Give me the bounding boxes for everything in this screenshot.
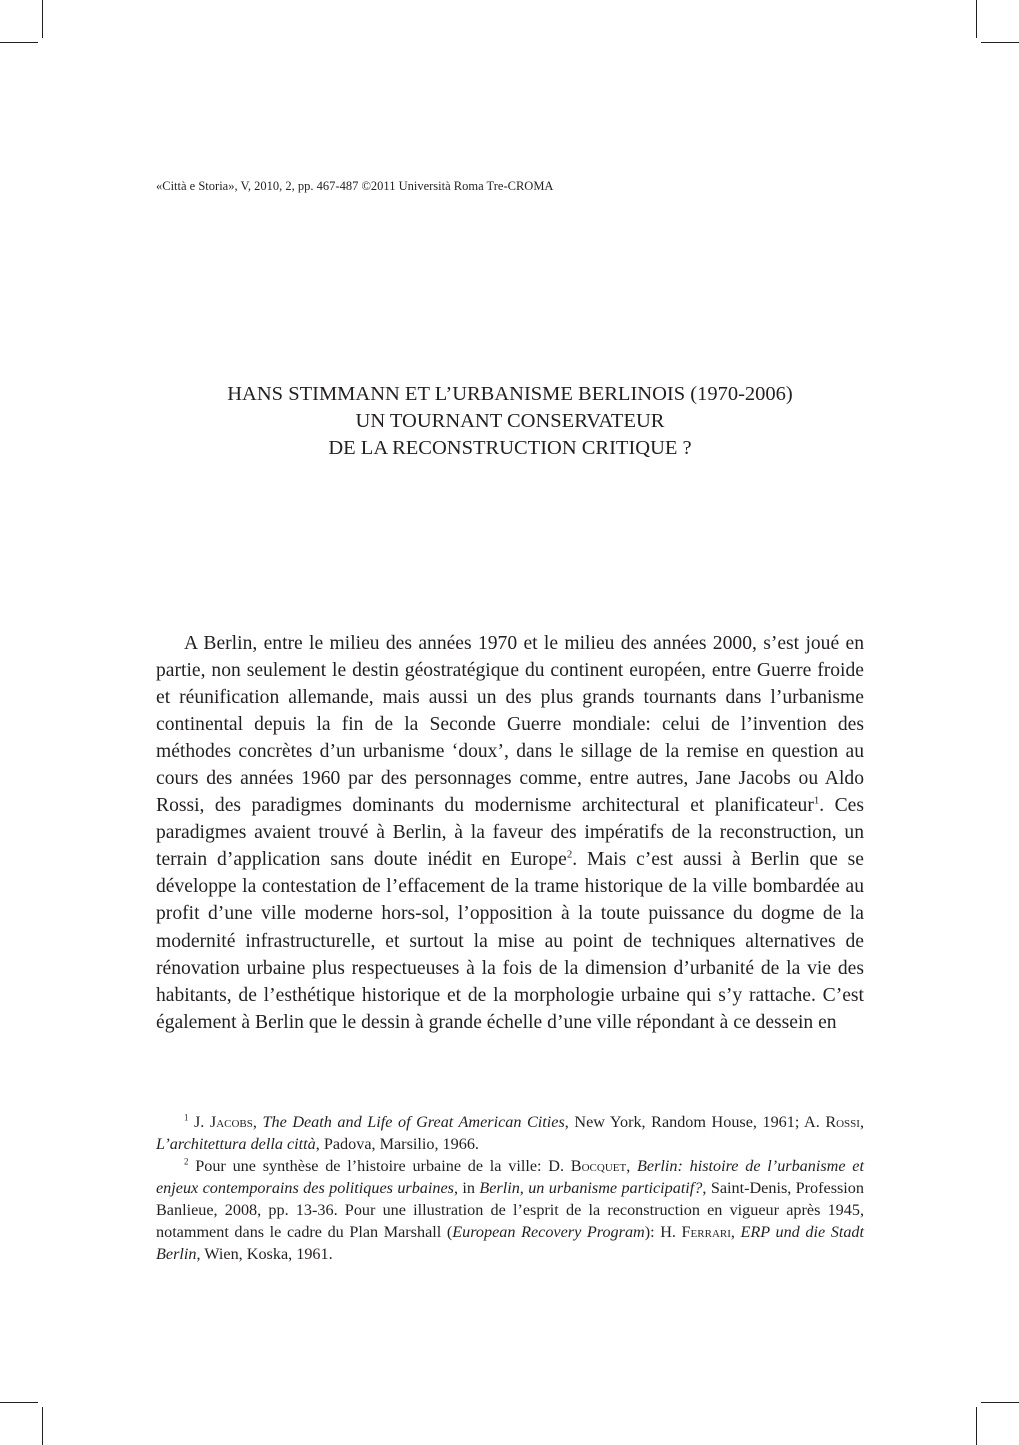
footnote-1: $^1$ J. Jacobs, The Death and Life of Great American Cities, New York, Random House, 1961; A. Rossi, L’architettura della città, Padova, Marsilio, 1966. — [156, 1112, 864, 1153]
crop-mark — [976, 0, 977, 38]
article-title — [150, 381, 870, 462]
footnote-ref: 1 — [813, 794, 820, 807]
footnote-2: $^2$ Pour une synthèse de l’histoire urbaine de la ville: D. Bocquet, Berlin: histoire de l’urbanisme et enjeux contemporains des politiques urbaines, in Berlin, un urbanisme participatif?, Saint-Denis, Profession Banlieue, 2008, pp. 13-36. Pour une illustration de l’esprit de la reconstruction en vigueur après 1945, notamment dans le cadre du Plan Marshall (European Recovery Program): H. Ferrari, ERP und die Stadt Berlin, Wien, Koska, 1961. — [156, 1156, 865, 1263]
author-name: Jacobs — [209, 1113, 253, 1131]
title-line: UN TOURNANT CONSERVATEUR — [355, 410, 665, 432]
crop-mark — [42, 0, 43, 38]
crop-mark — [42, 1407, 43, 1445]
title-line: DE LA RECONSTRUCTION CRITIQUE ? — [328, 437, 692, 459]
author-name: Ferrari — [681, 1223, 731, 1241]
crop-mark — [0, 1402, 38, 1403]
paragraph — [156, 630, 864, 1036]
text-run: . Mais c’est aussi à Berlin que se développe la contestation de l’effacement de la trame historique de la ville bombardée au profit d’une ville moderne hors-sol, l’opposition à la toute puissance du dogme de la modernité infrastructurelle, et surtout la mise au point de techniques alternatives de rénovation urbaine plus respectueuses à la fois de la dimension d’urbanité de la vie des habitants, de l’esthétique historique et de la morphologie urbaine qui s’y rattache. C’est également à Berlin que le dessin à grande échelle d’une ville répondant à ce dessein en — [156, 849, 864, 1033]
text-run: . Ces paradigmes avaient trouvé à Berlin, à la faveur des impératifs de la reconstruction, un terrain d’application sans doute inédit en Europe — [156, 795, 864, 871]
crop-mark — [981, 1402, 1019, 1403]
work-title: European Recovery Program — [452, 1223, 645, 1241]
work-title: The Death and Life of Great American Cities — [262, 1113, 565, 1131]
running-head: «Città e Storia», V, 2010, 2, pp. 467-487 ©2011 Università Roma Tre-CROMA — [156, 179, 554, 193]
footnotes — [156, 1111, 864, 1265]
text-run: A Berlin, entre le milieu des années 1970 et le milieu des années 2000, s’est joué en partie, non seulement le destin géostratégique du continent européen, entre Guerre froide et réunification allemande, mais aussi un des plus grands tournants dans l’urbanisme continental depuis la fin de la Seconde Guerre mondiale: celui de l’invention des méthodes concrètes d’un urbanisme ‘doux’, dans le sillage de la remise en question au cours des années 1960 par des personnages comme, entre autres, Jane Jacobs ou Aldo Rossi, des paradigmes dominants du modernisme architectural et planificateur — [156, 633, 864, 817]
crop-mark — [976, 1407, 977, 1445]
footnote-ref: 2 — [566, 848, 573, 861]
footnote-number: 1 — [184, 1112, 189, 1123]
body-text — [156, 630, 864, 1036]
crop-mark — [981, 42, 1019, 43]
author-name: Rossi — [825, 1113, 860, 1131]
work-title: Berlin: histoire de l’urbanisme et enjeux contemporains des politiques urbaines — [156, 1157, 864, 1197]
work-title: ERP und die Stadt Berlin — [156, 1223, 865, 1263]
author-name: Bocquet — [570, 1157, 627, 1175]
footnote-number: 2 — [184, 1156, 189, 1167]
work-title: L’architettura della città — [156, 1135, 316, 1153]
crop-mark — [0, 42, 38, 43]
work-title: Berlin, un urbanisme participatif? — [479, 1179, 703, 1197]
title-line: HANS STIMMANN ET L’URBANISME BERLINOIS (1970-2006) — [227, 383, 793, 405]
